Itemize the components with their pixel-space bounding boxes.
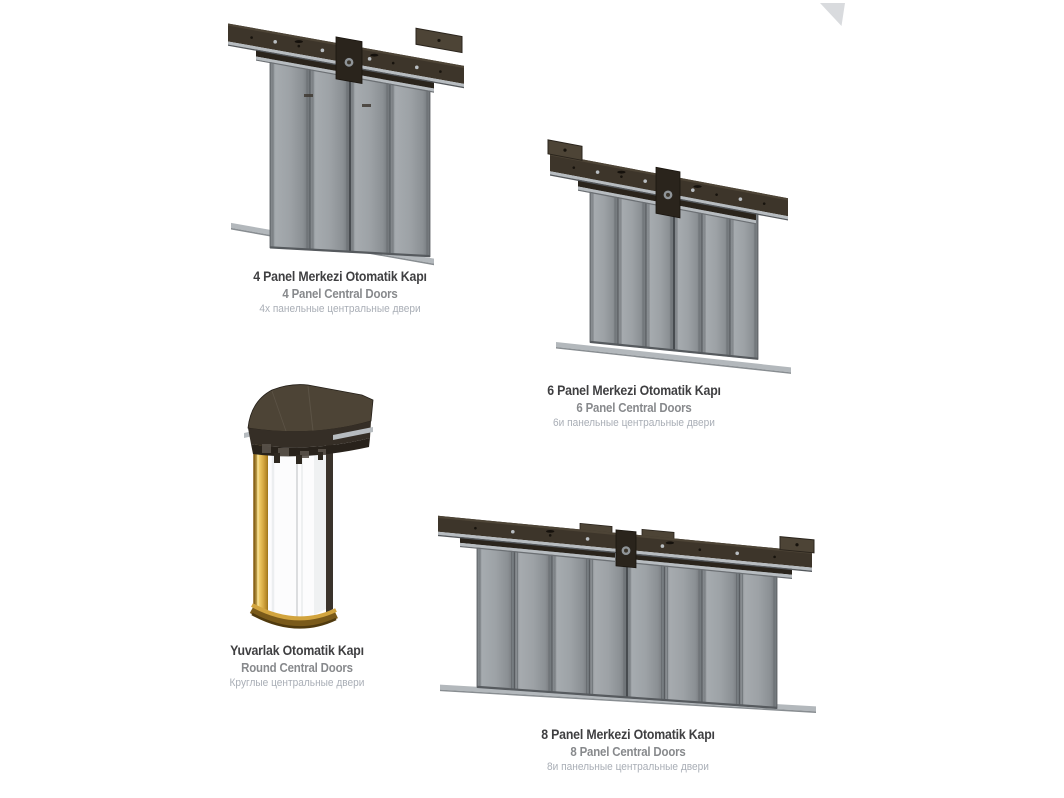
product-image-4-panel-door	[220, 8, 478, 266]
product-title-russian: 6и панельные центральные двери	[553, 417, 715, 429]
product-image-8-panel-door	[430, 506, 834, 724]
product-title-english: Round Central Doors	[241, 660, 353, 675]
product-image-6-panel-door	[538, 133, 802, 379]
product-image-round-door	[244, 381, 376, 635]
door-render-6-panel	[538, 133, 802, 379]
product-title-english: 8 Panel Central Doors	[570, 744, 686, 759]
product-title-english: 6 Panel Central Doors	[576, 400, 692, 415]
product-title-turkish: Yuvarlak Otomatik Kapı	[230, 642, 364, 658]
door-render-4-panel	[220, 8, 478, 266]
product-title-english: 4 Panel Central Doors	[282, 286, 398, 301]
product-caption-8-panel	[498, 727, 758, 773]
product-title-turkish: 4 Panel Merkezi Otomatik Kapı	[253, 268, 427, 284]
door-render-8-panel	[430, 506, 834, 724]
page-corner-decoration	[820, 3, 845, 26]
product-caption-4-panel	[210, 269, 470, 315]
product-caption-round	[167, 643, 427, 689]
product-title-russian: 4x панельные центральные двери	[259, 303, 421, 315]
product-title-turkish: 6 Panel Merkezi Otomatik Kapı	[547, 382, 721, 398]
product-title-turkish: 8 Panel Merkezi Otomatik Kapı	[541, 726, 715, 742]
product-title-russian: 8и панельные центральные двери	[547, 761, 709, 773]
product-caption-6-panel	[504, 383, 764, 429]
door-render-round	[244, 381, 376, 635]
product-title-russian: Круглые центральные двери	[229, 677, 365, 689]
